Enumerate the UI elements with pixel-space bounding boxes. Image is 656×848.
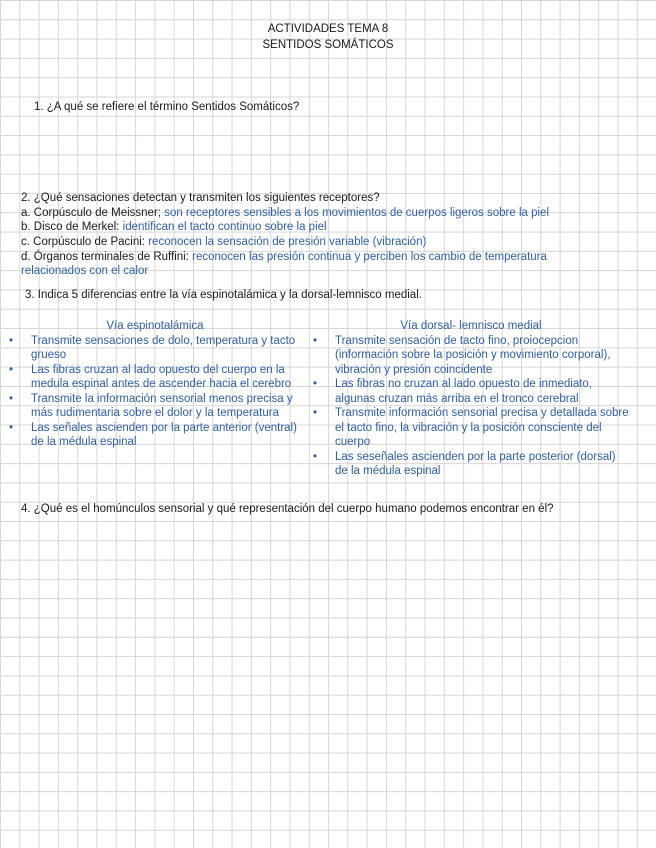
- document-title: ACTIVIDADES TEMA 8: [267, 23, 389, 35]
- receptor-label: b. Disco de Merkel:: [21, 221, 120, 233]
- right-column-heading: Vía dorsal- lemnisco medial: [400, 320, 542, 332]
- receptor-answer: reconocen la sensación de presión variable (vibración): [148, 236, 427, 248]
- comparison-left-column: [9, 319, 301, 450]
- question-1: 1. ¿A qué se refiere el término Sentidos Somáticos?: [34, 101, 300, 113]
- receptor-ruffini-continuation: relacionados con el calor: [21, 265, 149, 277]
- bullet-icon: •: [9, 421, 14, 434]
- list-item: • Transmite información sensorial precisa y detallada sobre el tacto fino, la vibración y la posición consciente del cuerpo: [313, 407, 629, 448]
- list-item: • Las fibras no cruzan al lado opuesto de inmediato, algunas cruzan más arriba en el tronco cerebral: [313, 378, 592, 405]
- receptor-label: c. Corpúsculo de Pacini:: [21, 236, 146, 248]
- document-subtitle: SENTIDOS SOMÁTICOS: [262, 39, 394, 51]
- bullet-icon: •: [9, 334, 14, 347]
- bullet-icon: •: [9, 363, 14, 376]
- bullet-icon: •: [313, 334, 318, 347]
- comparison-right-column: [313, 319, 629, 479]
- list-item: • Transmite sensaciones de dolo, temperatura y tacto grueso: [9, 334, 296, 361]
- list-item: • Las fibras cruzan al lado opuesto del cuerpo en la medula espinal antes de ascender hacia el cerebro: [9, 363, 292, 390]
- receptor-label: d. Órganos terminales de Ruffini:: [21, 251, 189, 263]
- receptor-ruffini: [21, 250, 547, 264]
- bullet-icon: •: [313, 450, 318, 463]
- question-4: 4. ¿Qué es el homúnculos sensorial y qué representación del cuerpo humano podemos encontrar en él?: [21, 503, 554, 515]
- receptor-label: a. Corpúsculo de Meissner;: [21, 207, 161, 219]
- receptor-answer: son receptores sensibles a los movimientos de cuerpos ligeros sobre la piel: [164, 207, 549, 219]
- bullet-icon: •: [313, 378, 318, 390]
- list-item: • Las seseñales ascienden por la parte posterior (dorsal) de la médula espinal: [313, 450, 616, 477]
- list-item: • Transmite la información sensorial menos precisa y más rudimentaria sobre el dolor y la temperatura: [9, 392, 293, 419]
- left-column-heading: Vía espinotalámica: [106, 320, 204, 332]
- receptor-answer: identifican el tacto continuo sobre la piel: [122, 221, 327, 233]
- question-3: 3. Indica 5 diferencias entre la vía espinotalámica y la dorsal-lemnisco medial.: [25, 289, 422, 301]
- list-item: • Transmite sensación de tacto fino, proiocepcion (información sobre la posición y movimiento corporal), vibración y presión coincidente: [313, 334, 611, 376]
- bullet-icon: •: [313, 407, 318, 419]
- receptor-merkel: [21, 220, 327, 234]
- list-item: • Las señales ascienden por la parte anterior (ventral) de la médula espinal: [9, 421, 297, 448]
- receptor-answer: reconocen las presión continua y perciben los cambio de temperatura: [192, 251, 547, 263]
- bullet-icon: •: [9, 392, 14, 405]
- receptor-pacini: [21, 235, 426, 249]
- question-2: 2. ¿Qué sensaciones detectan y transmiten los siguientes receptores?: [21, 192, 380, 204]
- receptor-meissner: [21, 206, 549, 220]
